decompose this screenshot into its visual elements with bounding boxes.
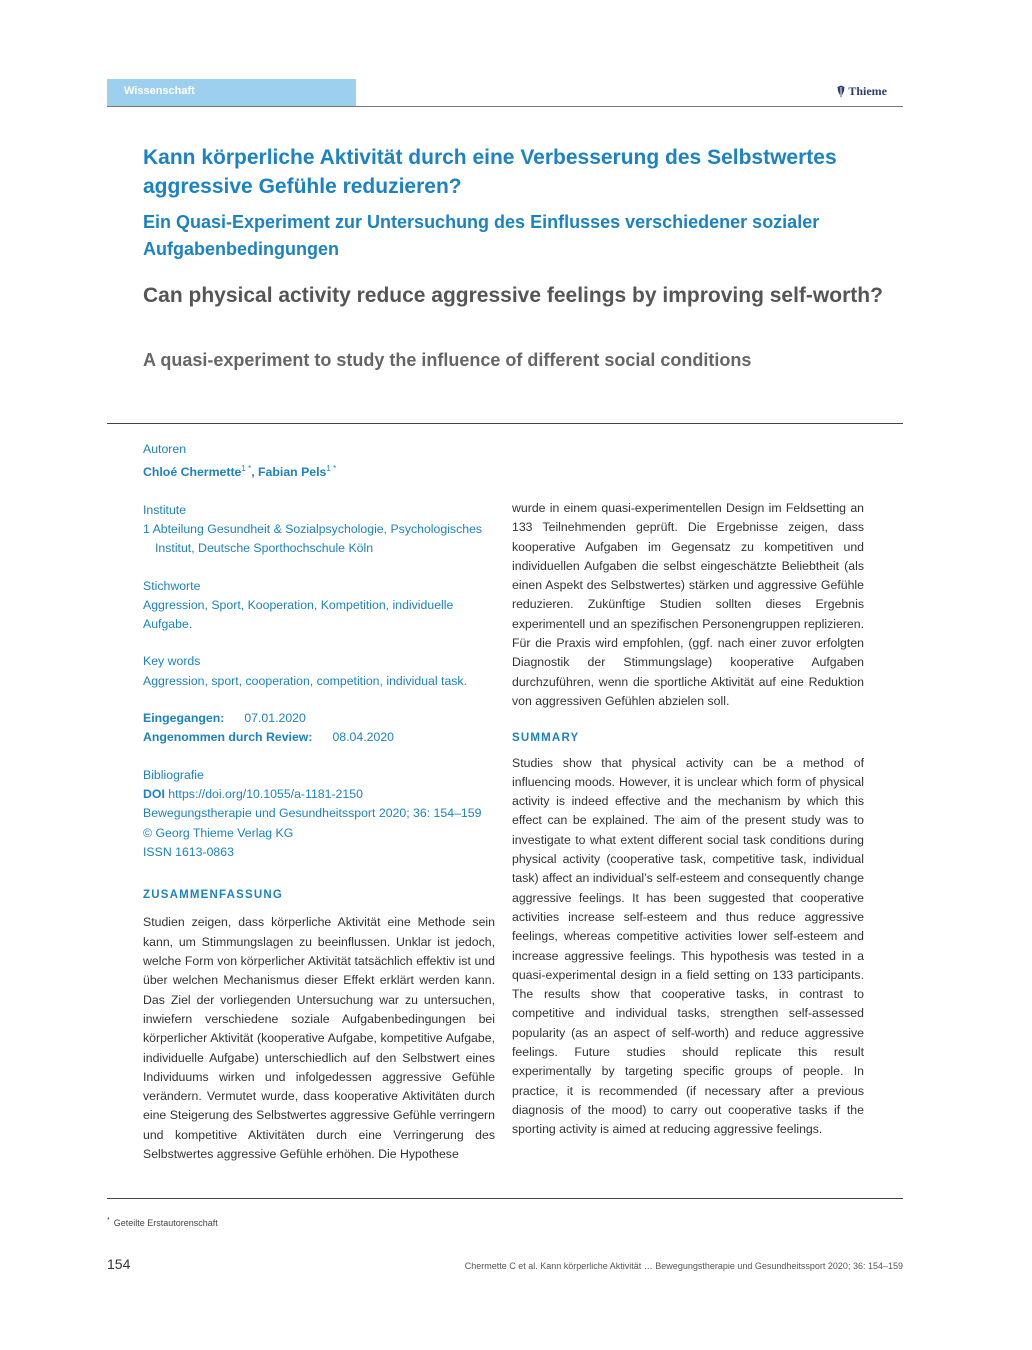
dates-block (143, 709, 495, 748)
institute-label: Institute (143, 502, 187, 517)
bottom-divider (107, 1198, 903, 1199)
summary-heading: SUMMARY (512, 732, 580, 745)
zusammenfassung-text-part2: wurde in einem quasi-experimentellen Design im Feldsetting an 133 Teilnehmenden geprüft. Die Ergebnisse zeigen, dass kooperative Aufgaben im Gegensatz zu kompetitiven und individuellen Aufgaben die selbst eingeschätzte Beliebtheit (als einen Aspekt des Selbstwertes) stärken und aggressive Gefühle reduzieren. Zukünftige Studien sollten dieses Ergebnis experimentell und an spezifischen Personengruppen replizieren. Für die Praxis wird empfohlen, (ggf. nach einer zuvor erfolgten Diagnostik der Stimmungslage) kooperative Aufgaben durchzuführen, wenn die sportliche Aktivität auf eine Reduktion von aggressiven Gefühlen abzielen soll. (512, 501, 864, 708)
subtitle-english: A quasi-experiment to study the influence of different social conditions (143, 350, 752, 370)
bibliography-block (143, 766, 495, 862)
received-row (143, 709, 495, 728)
keywords-block (143, 652, 495, 691)
zusammenfassung-heading: ZUSAMMENFASSUNG (143, 889, 284, 902)
right-column (512, 499, 864, 1140)
publisher-name: Thieme (848, 84, 887, 98)
bibliography-label: Bibliografie (143, 767, 204, 782)
institute-text: 1 Abteilung Gesundheit & Sozialpsychologie, Psychologisches Institut, Deutsche Sporthochschule Köln (143, 521, 483, 556)
running-citation: Chermette C et al. Kann körperliche Aktivität … Bewegungstherapie und Gesundheitssport 2020; 36: 154–159 (464, 1261, 903, 1271)
institute-block (143, 501, 495, 559)
stichworte-label: Stichworte (143, 578, 201, 593)
footnote-text: Geteilte Erstautorenschaft (113, 1218, 218, 1228)
subtitle-german: Ein Quasi-Experiment zur Untersuchung des Einflusses verschiedener sozialer Aufgabenbedingungen (143, 212, 820, 259)
accepted-date: 08.04.2020 (332, 730, 394, 745)
accepted-label: Angenommen durch Review: (143, 730, 313, 745)
author-affiliation-mark: 1 * (326, 464, 337, 474)
left-column (143, 440, 495, 1164)
zusammenfassung-text-part1: Studien zeigen, dass körperliche Aktivität eine Methode sein kann, um Stimmungslagen zu beeinflussen. Unklar ist jedoch, welche Form von körperlicher Aktivität tatsächlich effektiv ist und über welchen Mechanismus dieser Effekt erklärt werden kann. Das Ziel der vorliegenden Untersuchung war zu untersuchen, inwiefern verschiedene soziale Aufgabenbedingungen bei körperlicher Aktivität (kooperative Aufgabe, kompetitive Aufgabe, individuelle Aufgabe) unterschiedlich auf den Selbstwert eines Individuums wirken und infolgedessen aggressive Gefühle verändern. Vermutet wurde, dass kooperative Aktivitäten durch eine Steigerung des Selbstwertes aggressive Gefühle verringern und kompetitive Aktivitäten durch eine Verringerung des Selbstwertes aggressive Gefühle erhöhen. Die Hypothese (143, 915, 495, 1161)
accepted-row (143, 728, 495, 747)
thieme-logo-icon (836, 85, 846, 98)
doi-line (143, 785, 495, 804)
author-separator: , (251, 465, 259, 480)
keywords-label: Key words (143, 654, 201, 669)
title-german: Kann körperliche Aktivität durch eine Verbesserung des Selbstwertes aggressive Gefühle reduzieren? (143, 146, 837, 198)
page-header (107, 79, 903, 107)
received-label: Eingegangen: (143, 711, 225, 726)
received-date: 07.01.2020 (244, 711, 306, 726)
copyright-text: © Georg Thieme Verlag KG (143, 825, 294, 840)
keywords-text: Aggression, sport, cooperation, competition, individual task. (143, 673, 467, 688)
authors-label: Autoren (143, 442, 187, 456)
author-name[interactable]: Fabian Pels (258, 465, 327, 480)
section-tag: Wissenschaft (107, 79, 356, 106)
stichworte-text: Aggression, Sport, Kooperation, Kompetition, individuelle Aufgabe. (143, 597, 454, 632)
authors-block (143, 440, 495, 483)
journal-citation: Bewegungstherapie und Gesundheitssport 2020; 36: 154–159 (143, 806, 482, 821)
author-name[interactable]: Chloé Chermette (143, 465, 242, 480)
doi-label: DOI (143, 786, 165, 801)
footnote-mark: * (107, 1217, 110, 1224)
doi-link[interactable]: https://doi.org/10.1055/a-1181-2150 (168, 786, 363, 801)
issn-text: ISSN 1613-0863 (143, 844, 234, 859)
publisher-logo (836, 84, 887, 99)
footnote (107, 1217, 218, 1228)
page-number: 154 (107, 1256, 131, 1272)
stichworte-block (143, 577, 495, 635)
author-affiliation-mark: 1 * (241, 464, 252, 474)
title-english: Can physical activity reduce aggressive feelings by improving self-worth? (143, 284, 883, 307)
top-divider (107, 423, 903, 424)
summary-text: Studies show that physical activity can be a method of influencing moods. However, it is unclear which form of physical activity is indeed effective and the mechanism by which this effect can be explained. The aim of the present study was to investigate to what extent different social task conditions during physical activity (cooperative task, competitive task, individual task) affect an individual’s self-esteem and consequently change aggressive feelings. It has been suggested that cooperative activities increase self-esteem and thus reduce aggressive feelings, whereas competitive activities lower self-esteem and increase aggressive feelings. This hypothesis was tested in a quasi-experimental design in a field setting on 133 participants. The results show that cooperative tasks, in contrast to competitive and individual tasks, strengthen self-assessed popularity (as an aspect of self-worth) and reduce aggressive feelings. Future studies should replicate this result experimentally by targeting specific groups of people. In practice, it is recommended (if necessary after a previous diagnosis of the mood) to carry out cooperative tasks if the sporting activity is aimed at reducing aggressive feelings. (512, 755, 864, 1137)
author-list (143, 459, 495, 482)
